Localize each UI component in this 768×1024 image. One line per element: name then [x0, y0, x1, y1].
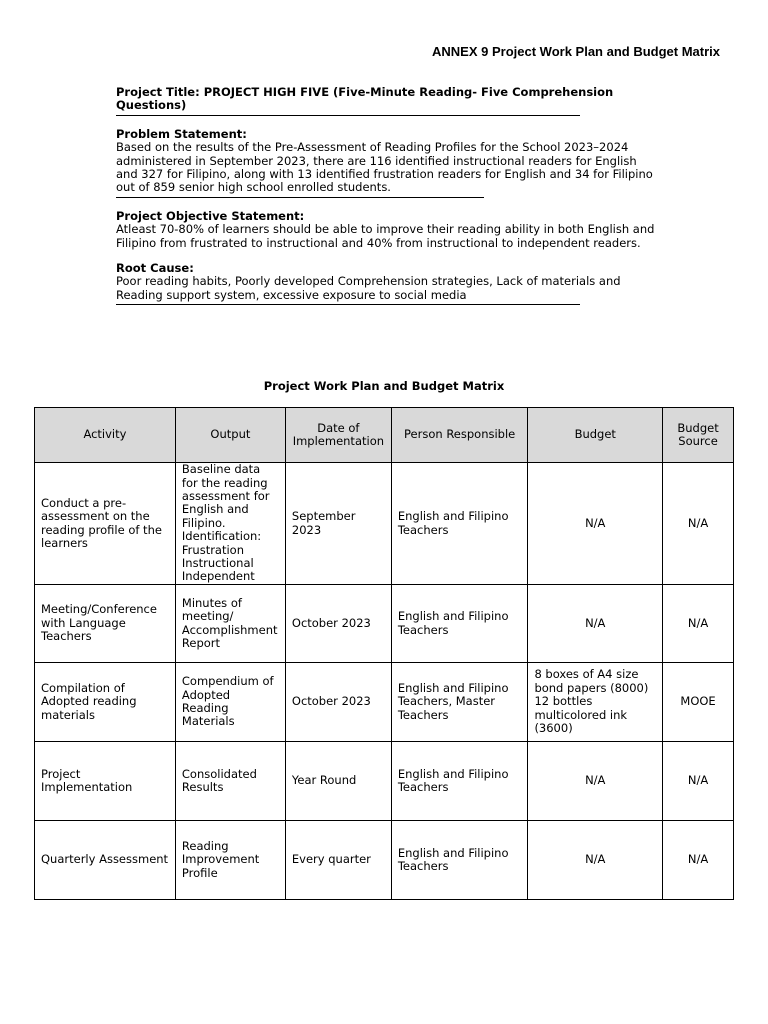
column-header: Budget Source	[663, 408, 734, 463]
budget-source-cell: N/A	[663, 585, 734, 663]
date-cell: October 2023	[285, 663, 391, 742]
person-cell: English and Filipino Teachers	[391, 585, 528, 663]
project-title-label: Project Title:	[116, 85, 200, 99]
project-title	[116, 86, 656, 113]
table-row	[35, 742, 734, 821]
column-header: Activity	[35, 408, 176, 463]
budget-source-cell: N/A	[663, 821, 734, 900]
output-cell: Compendium of Adopted Reading Materials	[175, 663, 285, 742]
project-title-section	[116, 86, 656, 116]
budget-cell: N/A	[528, 821, 663, 900]
budget-cell: N/A	[528, 585, 663, 663]
objective-section	[116, 210, 656, 250]
matrix-title: Project Work Plan and Budget Matrix	[263, 379, 505, 393]
output-cell: Baseline data for the reading assessment for English and Filipino. Identification: Frustration Instructional Independent	[175, 463, 285, 585]
budget-source-cell: MOOE	[663, 663, 734, 742]
divider-line	[116, 304, 580, 305]
activity-cell: Compilation of Adopted reading materials	[35, 663, 176, 742]
problem-statement-text: Based on the results of the Pre-Assessment of Reading Profiles for the School 2023–2024 administered in September 2023, there are 116 identified instructional readers for English and 327 for Filipino, along with 13 identified frustration readers for English and 34 for Filipino out of 859 senior high school enrolled students.	[116, 140, 653, 195]
output-cell: Minutes of meeting/ Accomplishment Report	[175, 585, 285, 663]
output-cell: Reading Improvement Profile	[175, 821, 285, 900]
table-row	[35, 821, 734, 900]
root-cause-text: Poor reading habits, Poorly developed Comprehension strategies, Lack of materials and Reading support system, excessive exposure to social media	[116, 274, 621, 302]
work-plan-table	[34, 407, 734, 900]
project-title-value: PROJECT HIGH FIVE (Five-Minute Reading- Five Comprehension Questions)	[116, 85, 614, 113]
activity-cell: Meeting/Conference with Language Teachers	[35, 585, 176, 663]
divider-line	[116, 197, 484, 198]
budget-cell: N/A	[528, 463, 663, 585]
person-cell: English and Filipino Teachers, Master Teachers	[391, 663, 528, 742]
objective-label: Project Objective Statement:	[116, 208, 305, 223]
problem-statement-label: Problem Statement:	[116, 126, 247, 141]
date-cell: September 2023	[285, 463, 391, 585]
objective-text: Atleast 70-80% of learners should be able to improve their reading ability in both English and Filipino from frustrated to instructional and 40% from instructional to independent readers.	[116, 222, 655, 250]
document-body	[116, 86, 656, 317]
annex-title: ANNEX 9 Project Work Plan and Budget Matrix	[432, 44, 720, 59]
person-cell: English and Filipino Teachers	[391, 463, 528, 585]
problem-statement-section	[116, 128, 656, 198]
table-header-row	[35, 408, 734, 463]
table-row	[35, 463, 734, 585]
column-header: Budget	[528, 408, 663, 463]
date-cell: Every quarter	[285, 821, 391, 900]
root-cause-label: Root Cause:	[116, 261, 194, 276]
date-cell: Year Round	[285, 742, 391, 821]
divider-line	[116, 115, 580, 116]
budget-cell: 8 boxes of A4 size bond papers (8000) 12 bottles multicolored ink (3600)	[528, 663, 663, 742]
column-header: Output	[175, 408, 285, 463]
table-row	[35, 585, 734, 663]
root-cause-section	[116, 262, 656, 305]
activity-cell: Conduct a pre-assessment on the reading profile of the learners	[35, 463, 176, 585]
budget-source-cell: N/A	[663, 742, 734, 821]
output-cell: Consolidated Results	[175, 742, 285, 821]
person-cell: English and Filipino Teachers	[391, 742, 528, 821]
column-header: Date of Implementation	[285, 408, 391, 463]
column-header: Person Responsible	[391, 408, 528, 463]
table-row	[35, 663, 734, 742]
budget-source-cell: N/A	[663, 463, 734, 585]
date-cell: October 2023	[285, 585, 391, 663]
person-cell: English and Filipino Teachers	[391, 821, 528, 900]
budget-cell: N/A	[528, 742, 663, 821]
activity-cell: Project Implementation	[35, 742, 176, 821]
activity-cell: Quarterly Assessment	[35, 821, 176, 900]
